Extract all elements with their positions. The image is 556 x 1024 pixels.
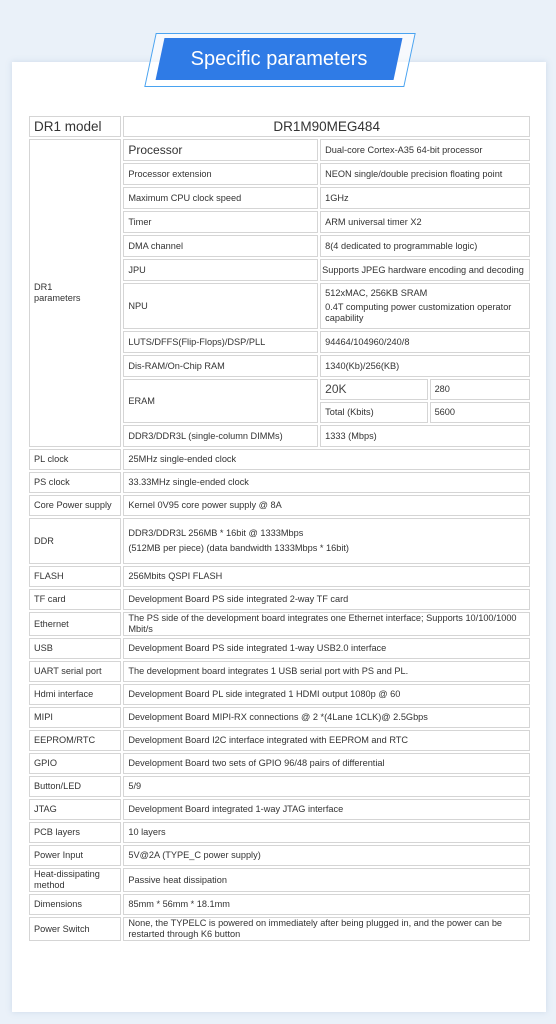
table-row (29, 589, 530, 610)
eram-label: ERAM (123, 379, 318, 423)
pl-clock-label: PL clock (29, 449, 121, 470)
disram-value: 1340(Kb)/256(KB) (320, 355, 530, 377)
table-row (29, 449, 530, 470)
table-row (29, 139, 530, 161)
button-led-label: Button/LED (29, 776, 121, 797)
table-row (29, 753, 530, 774)
table-row (29, 730, 530, 751)
eeprom-label: EEPROM/RTC (29, 730, 121, 751)
model-label: DR1 model (29, 116, 121, 137)
dr1-group-label: DR1 parameters (29, 139, 121, 447)
max-clock-value: 1GHz (320, 187, 530, 209)
jtag-value: Development Board integrated 1-way JTAG interface (123, 799, 530, 820)
eram-size: 20K (320, 379, 427, 400)
timer-value: ARM universal timer X2 (320, 211, 530, 233)
flash-value: 256Mbits QSPI FLASH (123, 566, 530, 587)
title-banner (150, 33, 410, 87)
ps-clock-label: PS clock (29, 472, 121, 493)
heat-value: Passive heat dissipation (123, 868, 530, 892)
max-clock-label: Maximum CPU clock speed (123, 187, 318, 209)
power-switch-label: Power Switch (29, 917, 121, 941)
table-row (29, 495, 530, 516)
pcb-value: 10 layers (123, 822, 530, 843)
power-input-value: 5V@2A (TYPE_C power supply) (123, 845, 530, 866)
table-row (29, 799, 530, 820)
table-row (29, 612, 530, 636)
pl-clock-value: 25MHz single-ended clock (123, 449, 530, 470)
table-row (29, 472, 530, 493)
table-row (29, 116, 530, 137)
npu-line-2: 0.4T computing power customization operator capability (325, 302, 512, 323)
flash-label: FLASH (29, 566, 121, 587)
ps-clock-value: 33.33MHz single-ended clock (123, 472, 530, 493)
table-row (29, 845, 530, 866)
power-switch-value: None, the TYPELC is powered on immediately after being plugged in, and the power can be restarted through K6 button (123, 917, 530, 941)
jpu-label: JPU (123, 259, 318, 281)
table-row (29, 707, 530, 728)
model-value: DR1M90MEG484 (123, 116, 530, 137)
power-input-label: Power Input (29, 845, 121, 866)
ddr-value (123, 518, 530, 564)
core-power-label: Core Power supply (29, 495, 121, 516)
button-led-value: 5/9 (123, 776, 530, 797)
processor-value: Dual-core Cortex-A35 64-bit processor (320, 139, 530, 161)
usb-value: Development Board PS side integrated 1-way USB2.0 interface (123, 638, 530, 659)
dimensions-label: Dimensions (29, 894, 121, 915)
table-row (29, 661, 530, 682)
eram-total-value: 5600 (430, 402, 530, 423)
ethernet-value: The PS side of the development board integrates one Ethernet interface; Supports 10/100/1000 Mbit/s (123, 612, 530, 636)
ddr-line-1: DDR3/DDR3L 256MB * 16bit @ 1333Mbps (128, 528, 304, 538)
table-row (29, 638, 530, 659)
gpio-label: GPIO (29, 753, 121, 774)
eram-total-label: Total (Kbits) (320, 402, 427, 423)
luts-label: LUTS/DFFS(Flip-Flops)/DSP/PLL (123, 331, 318, 353)
npu-label: NPU (123, 283, 318, 329)
ethernet-label: Ethernet (29, 612, 121, 636)
table-row (29, 894, 530, 915)
pcb-label: PCB layers (29, 822, 121, 843)
table-row (29, 684, 530, 705)
table-row (29, 776, 530, 797)
tf-card-label: TF card (29, 589, 121, 610)
mipi-label: MIPI (29, 707, 121, 728)
jtag-label: JTAG (29, 799, 121, 820)
heat-label: Heat-dissipating method (29, 868, 121, 892)
npu-value (320, 283, 530, 329)
hdmi-value: Development Board PL side integrated 1 HDMI output 1080p @ 60 (123, 684, 530, 705)
table-row (29, 822, 530, 843)
table-row (29, 518, 530, 564)
page-title: Specific parameters (190, 48, 368, 70)
ddr3-label: DDR3/DDR3L (single-column DIMMs) (123, 425, 318, 447)
usb-label: USB (29, 638, 121, 659)
luts-value: 94464/104960/240/8 (320, 331, 530, 353)
processor-extension-value: NEON single/double precision floating point (320, 163, 530, 185)
table-row (29, 868, 530, 892)
ddr-label: DDR (29, 518, 121, 564)
dma-value: 8(4 dedicated to programmable logic) (320, 235, 530, 257)
disram-label: Dis-RAM/On-Chip RAM (123, 355, 318, 377)
uart-label: UART serial port (29, 661, 121, 682)
timer-label: Timer (123, 211, 318, 233)
npu-line-1: 512xMAC, 256KB SRAM (325, 288, 428, 298)
core-power-value: Kernel 0V95 core power supply @ 8A (123, 495, 530, 516)
processor-extension-label: Processor extension (123, 163, 318, 185)
table-row (29, 566, 530, 587)
mipi-value: Development Board MIPI-RX connections @ 2 *(4Lane 1CLK)@ 2.5Gbps (123, 707, 530, 728)
eram-count: 280 (430, 379, 530, 400)
dma-label: DMA channel (123, 235, 318, 257)
tf-card-value: Development Board PS side integrated 2-way TF card (123, 589, 530, 610)
table-row (29, 917, 530, 941)
uart-value: The development board integrates 1 USB serial port with PS and PL. (123, 661, 530, 682)
ddr-line-2: (512MB per piece) (data bandwidth 1333Mbps * 16bit) (128, 543, 349, 553)
ddr3-value: 1333 (Mbps) (320, 425, 530, 447)
spec-table (27, 114, 532, 943)
processor-label: Processor (123, 139, 318, 161)
dimensions-value: 85mm * 56mm * 18.1mm (123, 894, 530, 915)
jpu-value: Supports JPEG hardware encoding and decoding (320, 259, 530, 281)
hdmi-label: Hdmi interface (29, 684, 121, 705)
eeprom-value: Development Board I2C interface integrated with EEPROM and RTC (123, 730, 530, 751)
gpio-value: Development Board two sets of GPIO 96/48 pairs of differential (123, 753, 530, 774)
